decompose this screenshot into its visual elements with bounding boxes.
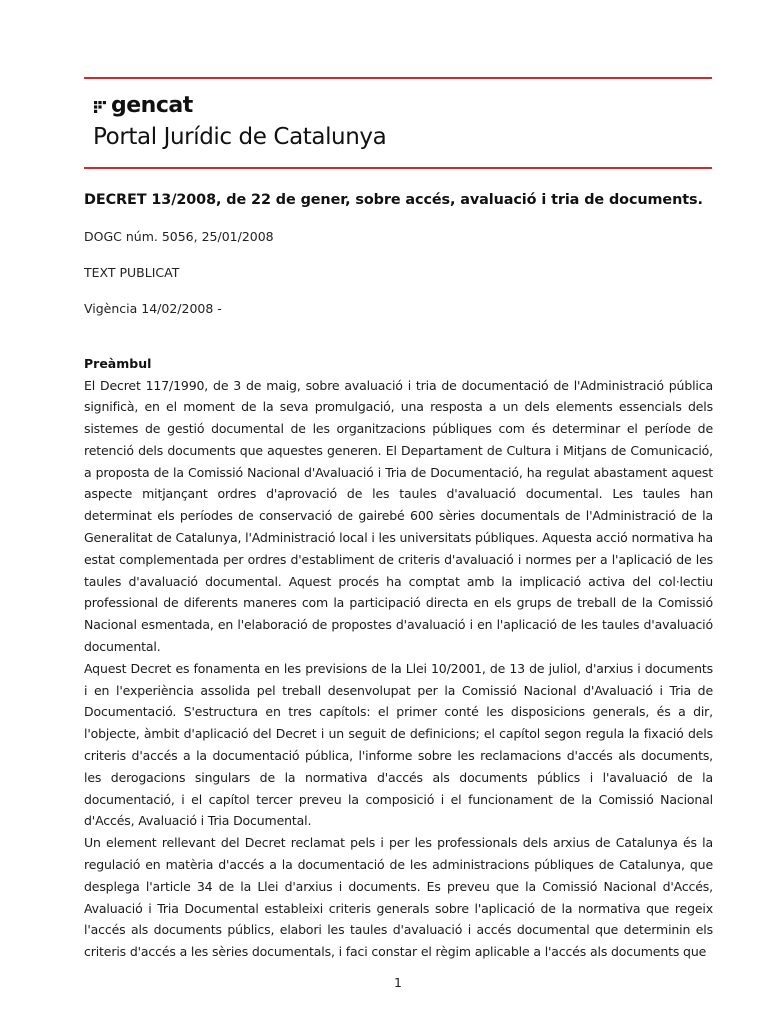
dogc-reference: DOGC núm. 5056, 25/01/2008 [84, 229, 274, 244]
portal-title: Portal Jurídic de Catalunya [93, 124, 387, 150]
brand-name: gencat [111, 93, 193, 118]
preamble-body [84, 375, 713, 964]
gencat-dots-icon [94, 101, 108, 115]
page-number: 1 [394, 975, 402, 990]
header-top-rule [84, 77, 712, 79]
publication-status: TEXT PUBLICAT [84, 265, 180, 280]
body-paragraph: Aquest Decret es fonamenta en les previsions de la Llei 10/2001, de 13 de juliol, d'arxius i documents i en l'experiència assolida pel treball desenvolupat per la Comissió Nacional d'Avaluació i Tria de Documentació. S'estructura en tres capítols: el primer conté les disposicions generals, és a dir, l'objecte, àmbit d'aplicació del Decret i un seguit de definicions; el capítol segon regula la fixació dels criteris d'accés a la documentació pública, l'informe sobre les reclamacions d'accés als documents, les derogacions singulars de la normativa d'accés als documents públics i l'avaluació de la documentació, i el capítol tercer preveu la composició i el funcionament de la Comissió Nacional d'Accés, Avaluació i Tria Documental. [84, 660, 713, 829]
document-title: DECRET 13/2008, de 22 de gener, sobre accés, avaluació i tria de documents. [84, 192, 703, 208]
validity-date: Vigència 14/02/2008 - [84, 301, 222, 316]
section-heading: Preàmbul [84, 356, 152, 371]
header-bottom-rule [84, 167, 712, 169]
body-paragraph: El Decret 117/1990, de 3 de maig, sobre avaluació i tria de documentació de l'Administració pública significà, en el moment de la seva promulgació, una resposta a un dels elements essencials dels sistemes de gestió documental de les organitzacions públiques com és determinar el període de retenció dels documents que aquestes generen. El Departament de Cultura i Mitjans de Comunicació, a proposta de la Comissió Nacional d'Avaluació i Tria de Documentació, ha regulat abastament aquest aspecte mitjançant ordres d'aprovació de les taules d'avaluació documental. Les taules han determinat els períodes de conservació de gairebé 600 sèries documentals de l'Administració de la Generalitat de Catalunya, l'Administració local i les universitats públiques. Aquesta acció normativa ha estat complementada per ordres d'establiment de criteris d'avaluació i normes per a l'aplicació de les taules d'avaluació documental. Aquest procés ha comptat amb la implicació activa del col·lectiu professional de diferents maneres com la participació directa en els grups de treball de la Comissió Nacional esmentada, en l'elaboració de propostes d'avaluació i en l'aplicació de les taules d'avaluació documental. [84, 377, 713, 655]
body-paragraph: Un element rellevant del Decret reclamat pels i per les professionals dels arxius de Catalunya és la regulació en matèria d'accés a la documentació de les administracions públiques de Catalunya, que desplega l'article 34 de la Llei d'arxius i documents. Es preveu que la Comissió Nacional d'Accés, Avaluació i Tria Documental estableixi criteris generals sobre l'aplicació de la normativa que regeix l'accés als documents públics, elabori les taules d'avaluació i accés documental que determinin els criteris d'accés a les sèries documentals, i faci constar el règim aplicable a l'accés als documents que [84, 835, 713, 960]
gencat-logo [94, 94, 193, 118]
